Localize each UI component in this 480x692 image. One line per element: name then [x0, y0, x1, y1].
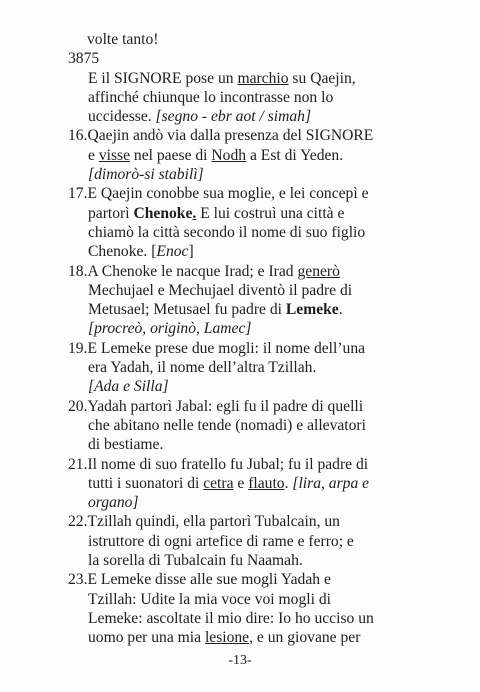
text-line — [68, 493, 398, 512]
text-span: Lemeke — [285, 301, 339, 319]
text-span: Tzillah: Udite la mia voce voi mogli di — [88, 590, 331, 608]
text-span: , e un giovane per — [249, 629, 361, 647]
text-span: 16.Qaejin andò via dalla presenza del SIGNORE — [68, 127, 374, 145]
text-span: di bestiame. — [88, 436, 164, 454]
text-line — [68, 146, 398, 165]
text-line — [68, 242, 398, 261]
text-span: e — [88, 146, 99, 164]
text-line — [68, 319, 398, 338]
text-span: partorì — [88, 204, 134, 222]
text-line — [68, 532, 398, 551]
text-span: [procreò, originò, Lamec] — [88, 320, 252, 338]
text-span: volte tanto! — [87, 31, 159, 48]
text-line — [68, 262, 398, 281]
text-span: lesione — [204, 629, 250, 647]
text-line — [68, 69, 398, 88]
text-line — [68, 300, 398, 319]
text-span: istruttore di ogni artefice di rame e ferro; e — [88, 532, 354, 550]
text-span: 21.Il nome di suo fratello fu Jubal; fu il padre di — [68, 455, 369, 473]
text-line — [68, 551, 398, 570]
text-span: 20.Yadah partorì Jabal: egli fu il padre di quelli — [68, 397, 364, 415]
text-span: Metusael; Metusael fu padre di — [88, 301, 286, 319]
text-span: 17.E Qaejin conobbe sua moglie, e lei concepì e — [68, 185, 369, 203]
text-line — [68, 126, 398, 145]
text-span: marchio — [237, 69, 289, 87]
text-span: flauto — [248, 474, 285, 492]
text-span: ] — [188, 243, 194, 261]
text-span: [Ada e Silla] — [88, 378, 169, 396]
text-span: era Yadah, il nome dell’altra Tzillah. — [88, 359, 317, 377]
text-line — [68, 107, 398, 126]
text-span: 23.E Lemeke disse alle sue mogli Yadah e — [68, 571, 331, 589]
verse-text — [68, 30, 398, 648]
text-span: generò — [297, 262, 340, 280]
text-span: 22.Tzillah quindi, ella partorì Tubalcain, un — [68, 513, 340, 531]
text-line — [68, 570, 398, 589]
text-span: E lui costruì una città e — [196, 204, 345, 222]
text-line — [68, 184, 398, 203]
text-span: e — [233, 474, 249, 492]
text-span: [lira, arpa e — [292, 474, 370, 492]
text-line — [68, 223, 398, 242]
text-line — [68, 512, 398, 531]
text-span: organo] — [88, 494, 139, 512]
text-span: tutti i suonatori di — [88, 474, 204, 492]
text-line — [68, 165, 398, 184]
text-line — [68, 30, 398, 49]
text-span: 18.A Chenoke le nacque Irad; e Irad — [68, 262, 298, 280]
page-number: -13- — [228, 653, 252, 668]
text-span: Chenoke. [ — [88, 243, 157, 261]
text-span: che abitano nelle tende (nomadi) e allevatori — [88, 416, 366, 434]
text-span: Enoc — [156, 243, 189, 261]
text-span: su Qaejin, — [288, 69, 356, 87]
text-span: . — [338, 301, 343, 319]
text-span: [segno - ebr aot / simah] — [155, 108, 312, 126]
text-span: uccidesse. — [88, 108, 156, 126]
text-line — [68, 609, 398, 628]
text-line — [68, 455, 398, 474]
text-line — [68, 435, 398, 454]
text-line — [68, 397, 398, 416]
text-span: 19.E Lemeke prese due mogli: il nome dell’una — [68, 339, 366, 357]
text-span: Lemeke: ascoltate il mio dire: Io ho ucciso un — [88, 609, 374, 627]
text-span: Mechujael e Mechujael diventò il padre di — [88, 281, 353, 299]
text-span: . — [284, 474, 293, 492]
text-line — [68, 49, 398, 68]
text-line — [68, 339, 398, 358]
text-line — [68, 358, 398, 377]
text-line — [68, 474, 398, 493]
text-span: 3875 — [68, 50, 100, 68]
text-span: chiamò la città secondo il nome di suo figlio — [88, 223, 366, 241]
text-line — [68, 416, 398, 435]
text-line — [68, 204, 398, 223]
text-line — [68, 590, 398, 609]
text-span: Nodh — [211, 146, 247, 164]
text-span: la sorella di Tubalcain fu Naamah. — [88, 552, 303, 570]
text-line — [68, 281, 398, 300]
text-span: Chenoke — [133, 204, 193, 222]
text-span: cetra — [203, 474, 234, 492]
text-span: . — [192, 204, 197, 222]
text-span: affinché chiunque lo incontrasse non lo — [88, 88, 334, 106]
text-span: uomo per una mia — [88, 629, 205, 647]
text-line — [68, 88, 398, 107]
text-span: visse — [98, 146, 131, 164]
text-span: E il SIGNORE pose un — [88, 69, 238, 87]
text-span: nel paese di — [130, 146, 212, 164]
text-span: a Est di Yeden. — [246, 146, 344, 164]
text-span: [dimorò-si stabilì] — [88, 166, 204, 184]
text-line — [68, 628, 398, 647]
text-line — [68, 377, 398, 396]
